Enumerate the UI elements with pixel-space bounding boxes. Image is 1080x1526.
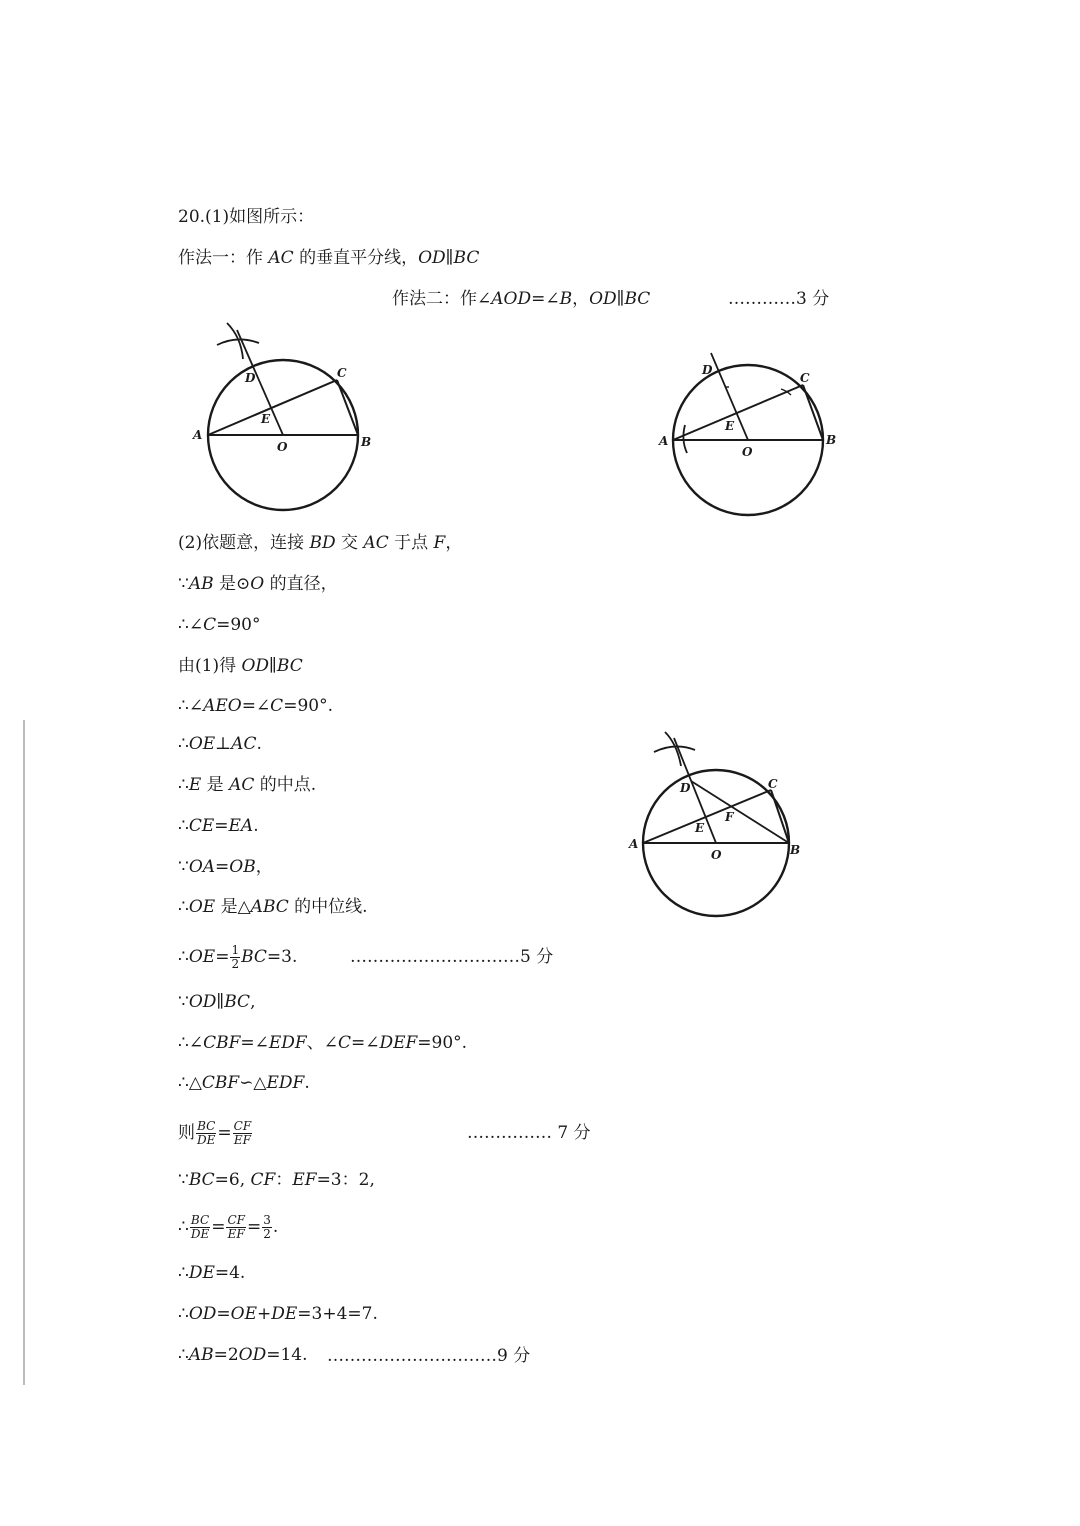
therefore-symbol: ∴ [178, 1217, 189, 1237]
numerator: 3 [263, 1213, 271, 1227]
figure-part-two [625, 728, 825, 923]
denominator: 2 [231, 957, 240, 971]
score-3: …………3 分 [728, 289, 830, 309]
comma: ， [255, 857, 273, 877]
segment-bc: BC [241, 947, 267, 967]
fraction-cf-ef [233, 1120, 253, 1147]
chord-bc [337, 380, 358, 435]
segment-ac: AC [268, 248, 294, 268]
chord-bc [771, 790, 789, 843]
step-ab-value [178, 1344, 308, 1366]
value: =14. [266, 1345, 308, 1365]
heading-text: 20.(1)如图所示： [178, 207, 315, 227]
therefore-symbol: ∴ [178, 897, 189, 917]
equals-two: =2 [213, 1345, 239, 1365]
label-a: A [193, 428, 203, 442]
parallel-statement: OD∥BC [418, 248, 480, 268]
step-diameter [178, 573, 338, 595]
angle-c: ∠C [188, 615, 217, 635]
therefore-symbol: ∴ [178, 1033, 189, 1053]
text: 于点 [388, 533, 434, 553]
label-o: O [742, 445, 753, 459]
text: (2)依题意，连接 [178, 533, 310, 553]
value: =90°. [417, 1033, 468, 1053]
label-a: A [629, 837, 639, 851]
label-e: E [725, 419, 735, 433]
text: 是 [201, 775, 230, 795]
label-e: E [695, 821, 705, 835]
numerator: BC [197, 1119, 216, 1133]
chord-ac [208, 380, 337, 435]
method-one-line [178, 247, 479, 269]
label-c: C [768, 777, 778, 791]
text: 是⊙ [213, 574, 251, 594]
triangle-abc: ABC [250, 897, 289, 917]
label-d: D [680, 781, 691, 795]
separator: 、 [306, 1033, 324, 1053]
segment-cf: CF [250, 1170, 276, 1190]
denominator: EF [227, 1227, 245, 1241]
ratio: =3：2, [316, 1170, 375, 1190]
step-midpoint [178, 774, 316, 796]
parallel-statement: OD∥BC [241, 656, 303, 676]
perpendicular-statement: OE⊥AC [188, 734, 257, 754]
fraction-bc-de [190, 1214, 210, 1241]
segment-ac: AC [229, 775, 255, 795]
value: =3+4=7. [297, 1304, 378, 1324]
therefore-symbol: ∴ [178, 1345, 189, 1365]
numerator: 1 [231, 943, 240, 957]
method-two-line [392, 288, 650, 310]
label-b: B [826, 433, 837, 447]
label-f: F [725, 810, 734, 824]
text: 的中位线. [288, 897, 368, 917]
therefore-triangle: ∴△ [178, 1073, 202, 1093]
angle-equation-1: ∠CBF=∠EDF [188, 1033, 307, 1053]
point-f: F [433, 533, 446, 553]
label-a: A [659, 434, 669, 448]
fraction-three-halves [262, 1214, 272, 1241]
denominator: 2 [263, 1227, 271, 1241]
text: 交 [335, 533, 364, 553]
label-e: E [261, 412, 271, 426]
period: . [272, 1217, 279, 1237]
label-c: C [800, 371, 810, 385]
equation: OA=OB [188, 857, 256, 877]
label-o: O [711, 848, 722, 862]
fraction-bc-de [196, 1120, 216, 1147]
method-two-text: 作法二：作 [392, 289, 477, 309]
chord-ac [673, 385, 803, 440]
step-angle-aeo [178, 695, 333, 717]
denominator: EF [233, 1133, 251, 1147]
step-ratio-values [178, 1214, 278, 1241]
parallel-statement: OD∥BC [188, 992, 251, 1012]
equals: = [215, 947, 230, 967]
period: . [256, 734, 262, 754]
because-symbol: ∵ [178, 1170, 189, 1190]
therefore-symbol: ∴ [178, 696, 189, 716]
denominator: DE [197, 1133, 216, 1147]
step-oa-ob [178, 856, 273, 878]
denominator: DE [190, 1227, 210, 1241]
segment-ab: AB [188, 574, 214, 594]
segment-ef: EF [292, 1170, 317, 1190]
step-right-angle [178, 614, 260, 636]
therefore-symbol: ∴ [178, 947, 189, 967]
step-similar-triangles [178, 1072, 310, 1094]
label-b: B [790, 843, 801, 857]
figure-method-one [185, 315, 385, 515]
equals: = [211, 1217, 226, 1237]
label-d: D [702, 363, 713, 377]
problem-heading [178, 206, 314, 228]
colon: ： [275, 1170, 293, 1190]
text: 的直径， [264, 574, 338, 594]
comma: , [250, 992, 256, 1012]
triangle-cbf: CBF [201, 1073, 240, 1093]
value: =90° [216, 615, 261, 635]
label-o: O [277, 440, 288, 454]
segment-ab: AB [188, 1345, 214, 1365]
then-text: 则 [178, 1123, 195, 1143]
therefore-symbol: ∴ [178, 816, 189, 836]
equals: = [246, 1217, 262, 1237]
scan-edge-shadow [23, 720, 25, 1385]
chord-bc [803, 385, 823, 440]
numerator: BC [190, 1213, 210, 1227]
equation: OD=OE+DE [188, 1304, 298, 1324]
equation: CE=EA [188, 816, 254, 836]
because-symbol: ∵ [178, 574, 189, 594]
score-7: …………… 7 分 [467, 1123, 591, 1143]
period: . [253, 816, 259, 836]
therefore-symbol: ∴ [178, 1263, 189, 1283]
step-given-values [178, 1169, 375, 1191]
value: =3. [266, 947, 298, 967]
step-from-part-one [178, 655, 303, 677]
segment-oe: OE [188, 947, 216, 967]
text: 由(1)得 [178, 656, 242, 676]
comma: ， [572, 289, 590, 309]
step-equal-angles [178, 1032, 467, 1054]
value: =6, [214, 1170, 251, 1190]
angle-statement: ∠AOD=∠B [477, 289, 573, 309]
equals: = [217, 1123, 232, 1143]
parallel-statement: OD∥BC [589, 289, 651, 309]
label-b: B [361, 435, 372, 449]
step-ce-ea [178, 815, 259, 837]
therefore-symbol: ∴ [178, 615, 189, 635]
score-5: …………………………5 分 [350, 947, 554, 967]
because-symbol: ∵ [178, 857, 189, 877]
text: 的中点. [254, 775, 317, 795]
figure-method-two [655, 345, 850, 525]
period: . [304, 1073, 310, 1093]
score-9: …………………………9 分 [327, 1346, 531, 1366]
value: =4. [214, 1263, 246, 1283]
numerator: CF [233, 1119, 252, 1133]
segment-de: DE [188, 1263, 215, 1283]
segment-od: OD [238, 1345, 267, 1365]
because-symbol: ∵ [178, 992, 189, 1012]
comma: ， [445, 533, 463, 553]
step-oe-value [178, 944, 297, 971]
point-o: O [250, 574, 265, 594]
angle-equation: ∠AEO=∠C [188, 696, 284, 716]
segment-bd: BD [309, 533, 336, 553]
step-perpendicular [178, 733, 262, 755]
point-e: E [188, 775, 202, 795]
method-one-desc: 的垂直平分线， [293, 248, 419, 268]
text: 是△ [215, 897, 251, 917]
therefore-symbol: ∴ [178, 1304, 189, 1324]
label-d: D [245, 371, 256, 385]
chord-ac [643, 790, 771, 843]
triangle-edf: EDF [266, 1073, 305, 1093]
similar-symbol: ∽△ [239, 1073, 267, 1093]
therefore-symbol: ∴ [178, 775, 189, 795]
step-od-value [178, 1303, 378, 1325]
label-c: C [337, 366, 347, 380]
segment-ac: AC [363, 533, 389, 553]
step-ratio [178, 1120, 253, 1147]
step-od-parallel [178, 991, 255, 1013]
step-de-value [178, 1262, 245, 1284]
therefore-symbol: ∴ [178, 734, 189, 754]
step-midline [178, 896, 368, 918]
fraction-half [230, 944, 240, 971]
fraction-cf-ef [226, 1214, 246, 1241]
numerator: CF [227, 1213, 245, 1227]
angle-equation-2: ∠C=∠DEF [323, 1033, 418, 1053]
part-two-intro [178, 532, 462, 554]
segment-oe: OE [188, 897, 216, 917]
method-one-text: 作法一：作 [178, 248, 269, 268]
segment-bc: BC [188, 1170, 215, 1190]
value: =90°. [283, 696, 333, 716]
